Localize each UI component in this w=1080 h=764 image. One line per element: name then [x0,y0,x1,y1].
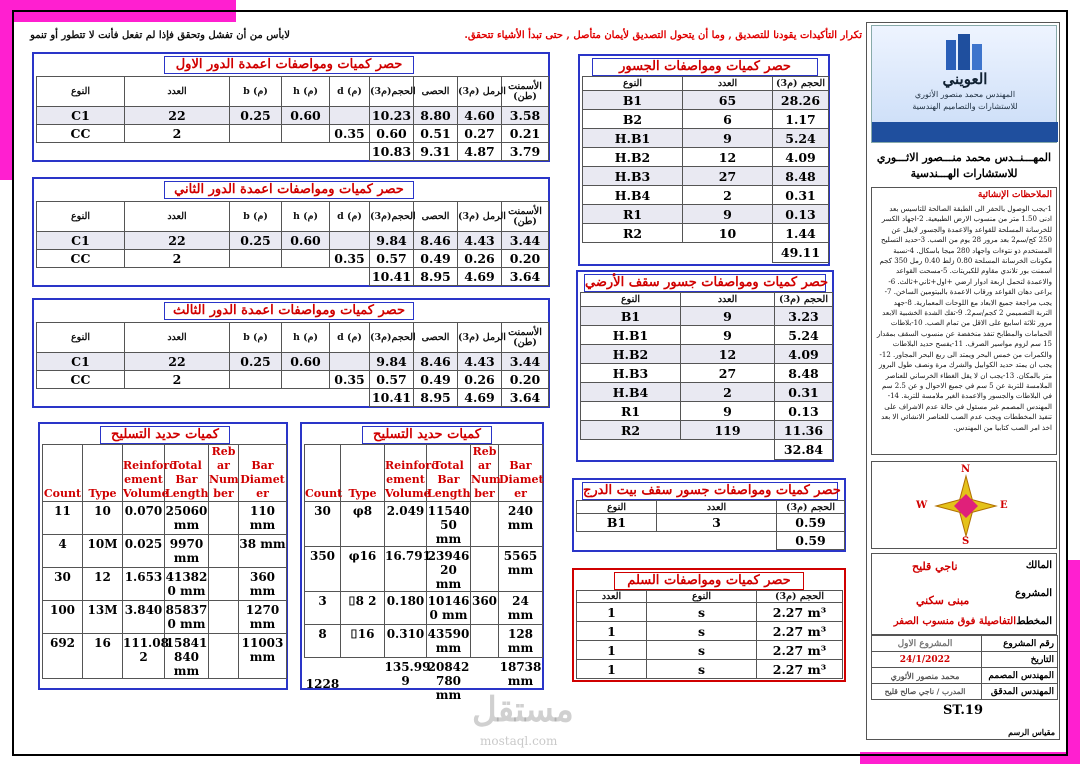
notes-panel [871,187,1057,455]
table-row: 4 10M 0.025 9970 mm 38 mm [43,535,287,568]
total-row: 1228 135.99 9 20842 780 mm 18738 mm [305,660,542,702]
logo-sub2: للاستشارات والتصاميم الهندسية [912,102,1018,111]
stair-roof-beams-table: النوع العدد الحجم (م3) B1 3 0.59 0.59 [576,500,845,550]
sidebar [866,22,1060,740]
owner-block [871,553,1057,635]
columns-floor1-title: حصر كميات ومواصفات اعمدة الدور الاول [164,56,414,74]
table-row: H.B3 27 8.48 [583,167,829,186]
table-row: 30 φ8 2.049 11540 50 mm 240 mm [305,502,543,547]
beams-table: النوع العدد الحجم (م3) B1 65 28.26 B2 6 1.17 H.B1 9 5.24 H.B2 12 4.09 H.B3 27 8.48 H.B4 2 0.31 R1 9 0.13 R2 10 1.44 49.11 [582,76,829,263]
ground-roof-beams-box [576,270,834,462]
table-row: H.B4 2 0.31 [581,383,833,402]
table-row: H.B2 12 4.09 [581,345,833,364]
compass-panel [871,461,1057,549]
notes-title: الملاحظات الإنشائية [977,190,1052,200]
compass-west: W [916,500,928,511]
table-row: 350 φ16 16.791 23946 20 mm 5565 mm [305,547,543,592]
table-row: 11 10 0.070 25060 mm 110 mm [43,502,287,535]
total-row: 49.11 [583,243,829,263]
compass-north: N [961,464,971,475]
compass-icon [930,468,1002,544]
logo-panel [871,25,1057,143]
rein-left-box [38,422,288,690]
watermark-ar: مستقل [472,690,574,730]
table-row: H.B1 9 5.24 [581,326,833,345]
rein-right-title: كميات حديد التسليح [362,426,492,444]
total-row: 0.59 [577,532,845,550]
columns-floor1-table: النوع العدد b (م) h (م) d (م) الحجم(م3) الحصى الرمل (م3) الأسمنت (طن) C1 22 0.25 0.60 10.23 8.80 4.60 3.58 CC 2 0.35 0.60 0.51 0.27 0.21 10.83 9.31 4.87 3.79 [36,76,549,161]
columns-floor3-title: حصر كميات ومواصفات اعمدة الدور الثالث [164,302,414,320]
engineer-name: المهـــنــدس محمد منـــصور الاثـــوري [876,151,1052,164]
logo-strip [872,122,1058,142]
table-row: 1 s 2.27 m³ [577,660,843,679]
beams-title: حصر كميات ومواصفات الجسور [592,58,818,76]
table-row: 1 s 2.27 m³ [577,622,843,641]
table-row: H.B3 27 8.48 [581,364,833,383]
title-block-table: المشروع الاول رقم المشروع 24/1/2022 التاريخ محمد منصور الأثوري المهندس المصمم المدرب / ناجي صالح قليح المهندس المدقق [871,635,1058,700]
columns-floor2-box [32,177,550,287]
table-row: B1 9 3.23 [581,307,833,326]
stair-roof-beams-title: حصر كميات ومواصفات جسور سقف بيت الدرج [583,483,841,498]
table-row: C1 22 0.25 0.60 9.84 8.46 4.43 3.44 [37,353,549,371]
owner-label: المالك [1025,560,1052,571]
header-banner-black: لابأس من أن تفشل وتحقق فإذا لم تفعل فأنت لا تتطور أو تنمو [30,30,290,41]
columns-floor1-box [32,52,550,162]
table-row: R2 119 11.36 [581,421,833,440]
total-row: 10.41 8.95 4.69 3.64 [37,268,549,286]
scale-label: مقياس الرسم [1008,727,1055,737]
table-row: C1 22 0.25 0.60 10.23 8.80 4.60 3.58 [37,107,549,125]
total-row: 10.83 9.31 4.87 3.79 [37,143,549,161]
table-row: B1 3 0.59 [577,514,845,532]
table-row: CC 2 0.35 0.60 0.51 0.27 0.21 [37,125,549,143]
watermark-en: mostaql.com [480,734,558,748]
table-row: B1 65 28.26 [583,91,829,110]
rein-left-table: Count Type Reinforc ement Volume Total Bar Length Reb ar Num ber Bar Diamet er 11 10 0.070 25060 mm 110 mm 4 10M 0.025 9970 mm 38 mm 30 12 1.653 41382 0 mm 360 mm 100 13M 3.840 85837 0 mm 1270 mm 692 16 111.08 2 15841 840 mm 11003 mm [43,445,286,678]
owner-value: ناجي قليح [912,560,958,573]
rein-right-table: Count Type Reinforc ement Volume Total Bar Length Reb ar Num ber Bar Diamet er 30 φ8 2.049 11540 50 mm 240 mm 350 φ16 16.791 23946 20 mm 5565 mm 3 ⌷8 2 0.180 10146 0 mm 360 24 mm 8 ⌷16 0.310 43590 mm 128 mm 1228 135.99 9 20842 780 mm 18738 mm [304,444,543,708]
drawing-value: التفاصيلة فوق منسوب الصفر [893,616,1016,627]
table-row: 30 12 1.653 41382 0 mm 360 mm [43,568,287,601]
logo-sub1: المهندس محمد منصور الأثوري [914,90,1016,99]
table-row: R1 9 0.13 [581,402,833,421]
rein-right-box [300,422,544,702]
engineer-sub: للاستشارات الهـــندسية [910,167,1018,180]
stairs-table: العدد النوع الحجم (م3) 1 s 2.27 m³ 1 s 2.27 m³ 1 s 2.27 m³ 1 s 2.27 m³ [576,590,843,679]
columns-floor2-title: حصر كميات ومواصفات اعمدة الدور الثاني [164,181,414,199]
sheet-number: ST.19 [943,703,984,718]
project-label: المشروع [1015,588,1052,599]
project-value: مبنى سكني [916,594,970,607]
table-row: R1 9 0.13 [583,205,829,224]
stairs-box [572,568,846,682]
beams-box [578,54,830,266]
logo-name: العويني [942,70,988,88]
table-row: 692 16 111.08 2 15841 840 mm 11003 mm [43,634,287,679]
table-row: B2 6 1.17 [583,110,829,129]
table-row: 100 13M 3.840 85837 0 mm 1270 mm [43,601,287,634]
stairs-title: حصر كميات ومواصفات السلم [614,572,804,590]
table-row: 1 s 2.27 m³ [577,603,843,622]
table-row: H.B1 9 5.24 [583,129,829,148]
header-banner-red: تكرار التأكيدات يقودنا للتصديق , وما أن يتحول التصديق لأيمان متأصل , حتى تبدأ الأشياء تتحقق. [464,30,862,41]
columns-floor3-box [32,298,550,408]
bottom-right-pink-bar [1066,560,1080,764]
total-row: 10.41 8.95 4.69 3.64 [37,389,549,407]
notes-text: 1-يجب الوصول بالحفر الى الطبقة الصالحة للتاسيس بعد ادنى 1.50 متر من منسوب الارض الطبيعية. 2-اجهاد الكسر للخرسانة المسلحة للقواعد والاعمدة والجسور لايقل عن 250 كج/سم2 بعد مرور 28 يوم من الصب. 3-حديد التسليح المستخدم ذو نتوءات واجهاد 280 ميجا باسكال. 4-نسبة مكونات الخرسانة المسلحة 0.80 زلط 0.40 رمل 350 كجم اسمنت بور تلاندي مقاوم للكبريتات. 5-مسحت القواعد والاعمدة لتحمل اربعة ادوار ارضي +اول+ثاني+ثالث. 6-يراعى دهان القواعد ورقاب الاعمدة بالبيتومين الساخن. 7-يجب مراجعة جميع الابعاد مع اللوحات المعمارية. 8-جهد التربة التصميمي 2 كجم/سم2. 9-تفك الشدة الخشبية الابعد مرور ثلاثة اسابيع على الاقل من تمام الصب. 10-بلاطات الحمامات والمطابخ تنفذ منخفضة عن منسوب السقف بمقدار 15 سم لزوم مواسير الصرف. 11-يفسح حديد البلاطات والكمرات من خمس البحر ويمتد الى ربع البحر المجاور. 12-يجب ان يمتد حديد الكوابيل والشرك مرة ونصف طول البروز متر بالمكان. 13-يجب ان لا يقل الغطاء الخرساني للعناصر الملامسة للتربة عن 5 سم في جميع الاحوال و عن 2.5 سم في البلاطات والجسور والاعمدة الغير ملامسة للتربة. 14-المهندس المصمم غير مسئول في حالة عدم الاشراف على تنفيذ المخططات ويجب عدم الصب للعناصر الانشائي الا بعد اخذ امر الصب كتابيا من المهندس. [876,205,1052,432]
table-row: H.B4 2 0.31 [583,186,829,205]
table-row: CC 2 0.35 0.57 0.49 0.26 0.20 [37,371,549,389]
columns-floor2-table: النوع العدد b (م) h (م) d (م) الحجم(م3) الحصى الرمل (م3) الأسمنت (طن) C1 22 0.25 0.60 9.84 8.46 4.43 3.44 CC 2 0.35 0.57 0.49 0.26 0.20 10.41 8.95 4.69 3.64 [36,201,549,286]
table-row: 1 s 2.27 m³ [577,641,843,660]
stair-roof-beams-box [572,478,846,552]
ground-roof-beams-table: النوع العدد الحجم (م3) B1 9 3.23 H.B1 9 5.24 H.B2 12 4.09 H.B3 27 8.48 H.B4 2 0.31 R1 9 0.13 R2 119 11.36 32.84 [580,292,833,460]
table-row: H.B2 12 4.09 [583,148,829,167]
table-row: 8 ⌷16 0.310 43590 mm 128 mm [305,625,543,658]
ground-roof-beams-title: حصر كميات ومواصفات جسور سقف الأرضي [585,275,829,290]
compass-south: S [962,536,970,547]
drawing-label: المخطط [1016,616,1052,627]
table-row: C1 22 0.25 0.60 9.84 8.46 4.43 3.44 [37,232,549,250]
compass-east: E [1000,500,1008,511]
columns-floor3-table: النوع العدد b (م) h (م) d (م) الحجم(م3) الحصى الرمل (م3) الأسمنت (طن) C1 22 0.25 0.60 9.84 8.46 4.43 3.44 CC 2 0.35 0.57 0.49 0.26 0.20 10.41 8.95 4.69 3.64 [36,322,549,407]
total-row: 32.84 [581,440,833,460]
table-row: CC 2 0.35 0.57 0.49 0.26 0.20 [37,250,549,268]
rein-left-title: كميات حديد التسليح [100,426,230,444]
building-logo-icon [940,32,990,70]
table-row: R2 10 1.44 [583,224,829,243]
table-row: 3 ⌷8 2 0.180 10146 0 mm 360 24 mm [305,592,543,625]
